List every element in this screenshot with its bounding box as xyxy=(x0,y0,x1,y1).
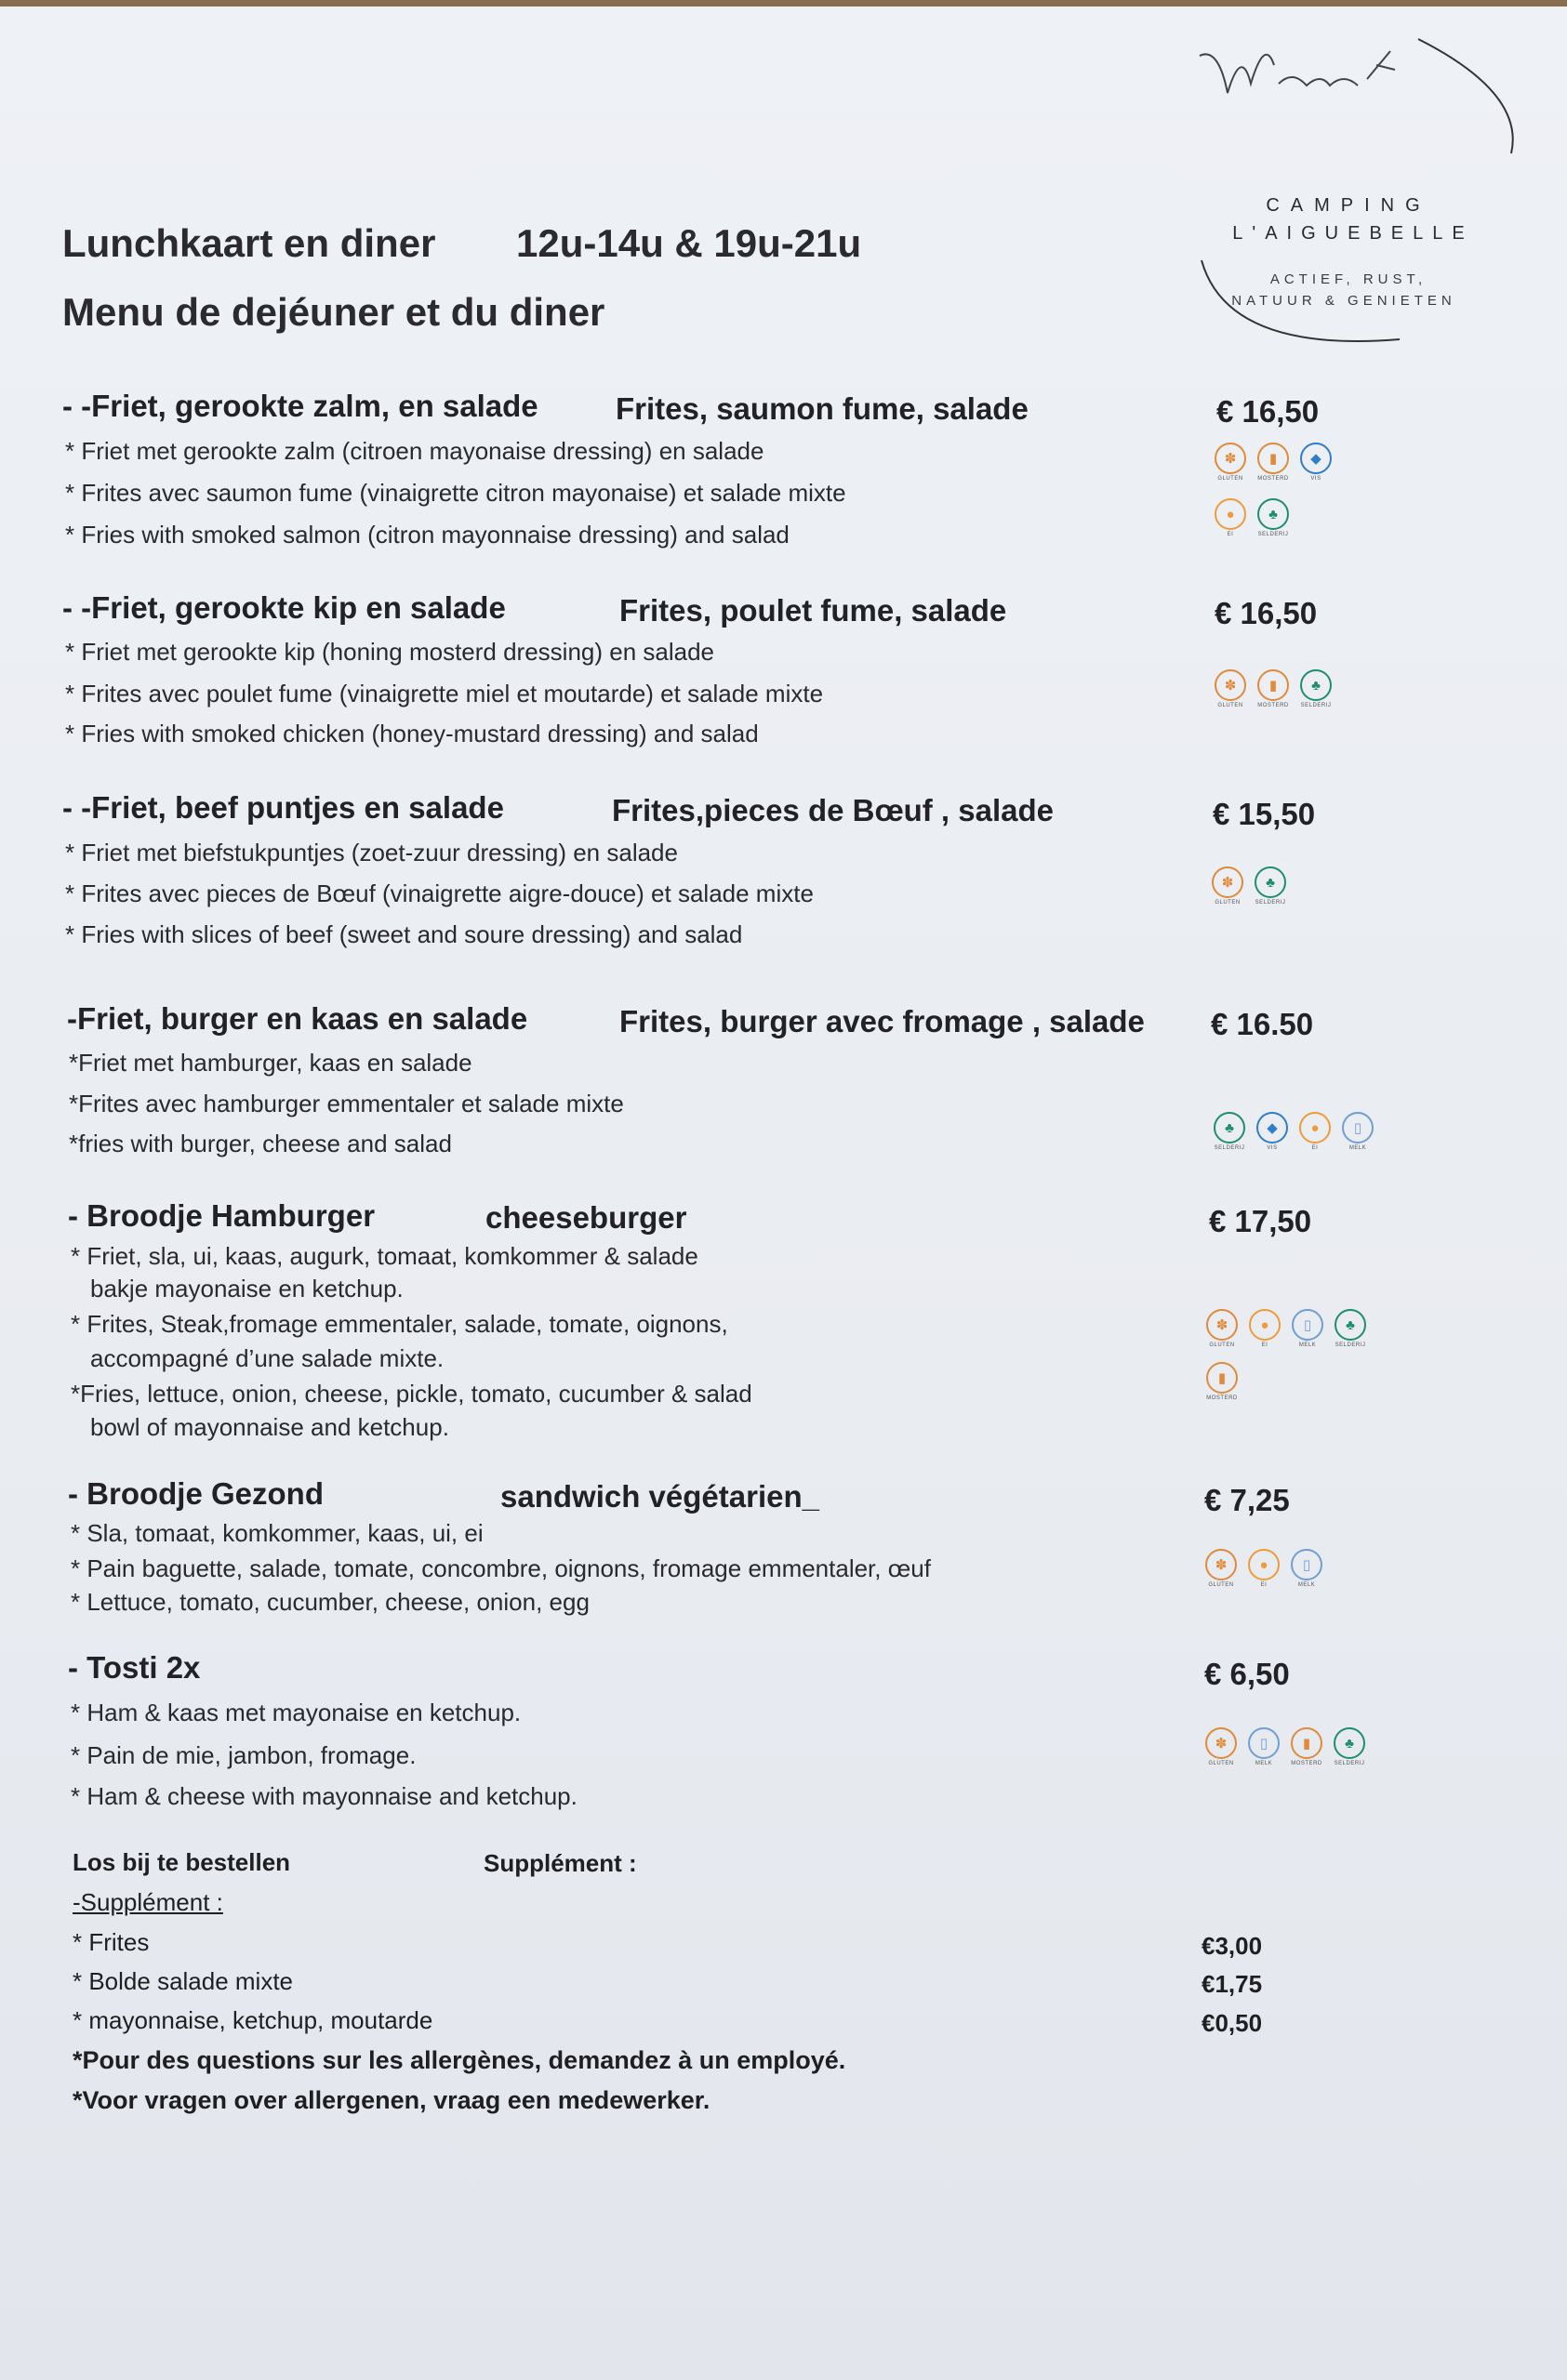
item-desc-line: *Frites avec hamburger emmentaler et salade mixte xyxy=(69,1090,624,1117)
item-desc-line: * Ham & cheese with mayonnaise and ketchup. xyxy=(71,1782,578,1810)
mustard-icon: ▮ MOSTERD xyxy=(1288,1727,1325,1776)
fish-icon: ◆ VIS xyxy=(1254,1112,1291,1160)
allergen-note-nl: *Voor vragen over allergenen, vraag een medewerker. xyxy=(73,2086,710,2114)
mustard-icon: ▮ MOSTERD xyxy=(1203,1362,1241,1410)
fish-icon: ◆ VIS xyxy=(1297,443,1335,491)
logo-signature xyxy=(1190,28,1404,139)
item-desc-line: accompagné d’une salade mixte. xyxy=(90,1344,445,1372)
celery-icon: ♣ SELDERIJ xyxy=(1255,498,1292,547)
item-desc-line: * Sla, tomaat, komkommer, kaas, ui, ei xyxy=(71,1519,484,1547)
item-desc-line: * Ham & kaas met mayonaise en ketchup. xyxy=(71,1699,522,1726)
milk-icon: ▯ MELK xyxy=(1288,1549,1325,1597)
item-title-fr: Frites,pieces de Bœuf , salade xyxy=(612,793,1054,827)
logo-name: L'AIGUEBELLE xyxy=(1232,223,1474,244)
allergen-icons xyxy=(1203,1309,1369,1357)
item-price: € 17,50 xyxy=(1209,1204,1312,1238)
supplement-item: * mayonnaise, ketchup, moutarde xyxy=(73,2006,433,2034)
allergen-icons xyxy=(1212,443,1335,491)
item-desc-line: *fries with burger, cheese and salad xyxy=(69,1130,452,1157)
item-price: € 7,25 xyxy=(1204,1483,1290,1517)
camping-logo xyxy=(1190,28,1544,363)
allergen-icons xyxy=(1203,1362,1241,1410)
allergen-icons xyxy=(1211,1112,1376,1160)
item-title-fr: cheeseburger xyxy=(485,1200,687,1235)
supplement-price: €3,00 xyxy=(1202,1932,1263,1960)
page-title: Lunchkaart en diner xyxy=(62,221,436,265)
supplement-price: €1,75 xyxy=(1202,1970,1263,1998)
egg-icon: ● EI xyxy=(1246,1309,1283,1357)
item-desc-line: * Fries with smoked salmon (citron mayonnaise dressing) and salad xyxy=(65,521,790,549)
supplement-heading-nl: Los bij te bestellen xyxy=(73,1848,291,1876)
supplement-item: * Frites xyxy=(73,1928,150,1956)
allergen-icons xyxy=(1209,866,1289,915)
supplement-heading-fr: Supplément : xyxy=(484,1849,637,1877)
logo-camping: CAMPING xyxy=(1266,195,1431,216)
item-desc-line: bakje mayonaise en ketchup. xyxy=(90,1275,404,1302)
item-title: - Broodje Hamburger xyxy=(68,1198,376,1233)
gluten-icon: ✽ GLUTEN xyxy=(1202,1727,1240,1776)
item-price: € 15,50 xyxy=(1213,797,1316,831)
item-price: € 16,50 xyxy=(1215,596,1318,630)
allergen-icons xyxy=(1212,669,1335,718)
gluten-icon: ✽ GLUTEN xyxy=(1212,669,1249,718)
celery-icon: ♣ SELDERIJ xyxy=(1332,1309,1369,1357)
mustard-icon: ▮ MOSTERD xyxy=(1255,443,1292,491)
item-desc-line: * Pain baguette, salade, tomate, concombre, oignons, fromage emmentaler, œuf xyxy=(71,1554,931,1582)
item-desc-line: * Fries with slices of beef (sweet and soure dressing) and salad xyxy=(65,920,743,948)
item-desc-line: * Frites, Steak,fromage emmentaler, salade, tomate, oignons, xyxy=(71,1310,728,1338)
mustard-icon: ▮ MOSTERD xyxy=(1255,669,1292,718)
celery-icon: ♣ SELDERIJ xyxy=(1331,1727,1368,1776)
item-title: - Tosti 2x xyxy=(68,1650,201,1685)
supplement-price: €0,50 xyxy=(1202,2009,1263,2037)
allergen-icons xyxy=(1212,498,1292,547)
allergen-icons xyxy=(1202,1549,1325,1597)
logo-tagline-1: ACTIEF, RUST, xyxy=(1269,271,1428,287)
item-price: € 6,50 xyxy=(1204,1657,1290,1691)
gluten-icon: ✽ GLUTEN xyxy=(1203,1309,1241,1357)
page-subtitle: Menu de dejéuner et du diner xyxy=(62,290,605,334)
celery-icon: ♣ SELDERIJ xyxy=(1297,669,1335,718)
item-desc-line: * Friet, sla, ui, kaas, augurk, tomaat, komkommer & salade xyxy=(71,1242,698,1270)
item-desc-line: *Fries, lettuce, onion, cheese, pickle, tomato, cucumber & salad xyxy=(71,1380,752,1408)
item-desc-line: * Friet met gerookte zalm (citroen mayonaise dressing) en salade xyxy=(65,437,764,465)
celery-icon: ♣ SELDERIJ xyxy=(1252,866,1289,915)
item-desc-line: * Friet met biefstukpuntjes (zoet-zuur dressing) en salade xyxy=(65,839,678,866)
item-title: - -Friet, beef puntjes en salade xyxy=(62,790,504,825)
item-desc-line: * Frites avec pieces de Bœuf (vinaigrette aigre-douce) et salade mixte xyxy=(65,879,814,907)
opening-hours: 12u-14u & 19u-21u xyxy=(516,221,862,265)
gluten-icon: ✽ GLUTEN xyxy=(1209,866,1246,915)
item-title: -Friet, burger en kaas en salade xyxy=(67,1001,528,1036)
milk-icon: ▯ MELK xyxy=(1245,1727,1282,1776)
logo-tagline-2: NATUUR & GENIETEN xyxy=(1231,293,1456,309)
item-title: - Broodje Gezond xyxy=(68,1476,324,1511)
item-desc-line: * Lettuce, tomato, cucumber, cheese, onion, egg xyxy=(71,1588,590,1616)
board-top-edge xyxy=(0,0,1567,7)
item-desc-line: * Frites avec poulet fume (vinaigrette miel et moutarde) et salade mixte xyxy=(65,680,824,707)
allergen-note-fr: *Pour des questions sur les allergènes, demandez à un employé. xyxy=(73,2046,846,2074)
milk-icon: ▯ MELK xyxy=(1289,1309,1326,1357)
item-desc-line: * Fries with smoked chicken (honey-mustard dressing) and salad xyxy=(65,720,759,747)
item-desc-line: * Frites avec saumon fume (vinaigrette citron mayonaise) et salade mixte xyxy=(65,479,846,507)
item-price: € 16,50 xyxy=(1216,394,1320,429)
egg-icon: ● EI xyxy=(1212,498,1249,547)
item-title: - -Friet, gerookte zalm, en salade xyxy=(62,389,538,423)
item-title-fr: Frites, burger avec fromage , salade xyxy=(619,1004,1145,1038)
gluten-icon: ✽ GLUTEN xyxy=(1202,1549,1240,1597)
celery-icon: ♣ SELDERIJ xyxy=(1211,1112,1248,1160)
supplement-item: * Bolde salade mixte xyxy=(73,1967,294,1995)
gluten-icon: ✽ GLUTEN xyxy=(1212,443,1249,491)
item-title-fr: Frites, saumon fume, salade xyxy=(616,391,1029,426)
item-title-fr: Frites, poulet fume, salade xyxy=(619,593,1007,628)
item-title-fr: sandwich végétarien_ xyxy=(500,1479,819,1514)
item-desc-line: *Friet met hamburger, kaas en salade xyxy=(69,1049,472,1077)
milk-icon: ▯ MELK xyxy=(1339,1112,1376,1160)
egg-icon: ● EI xyxy=(1296,1112,1334,1160)
item-desc-line: * Friet met gerookte kip (honing mosterd dressing) en salade xyxy=(65,638,715,666)
egg-icon: ● EI xyxy=(1245,1549,1282,1597)
allergen-icons xyxy=(1202,1727,1368,1776)
item-title: - -Friet, gerookte kip en salade xyxy=(62,590,506,625)
supplement-subheading: -Supplément : xyxy=(73,1888,223,1916)
item-desc-line: * Pain de mie, jambon, fromage. xyxy=(71,1741,417,1769)
item-desc-line: bowl of mayonnaise and ketchup. xyxy=(90,1413,449,1441)
item-price: € 16.50 xyxy=(1211,1007,1314,1041)
